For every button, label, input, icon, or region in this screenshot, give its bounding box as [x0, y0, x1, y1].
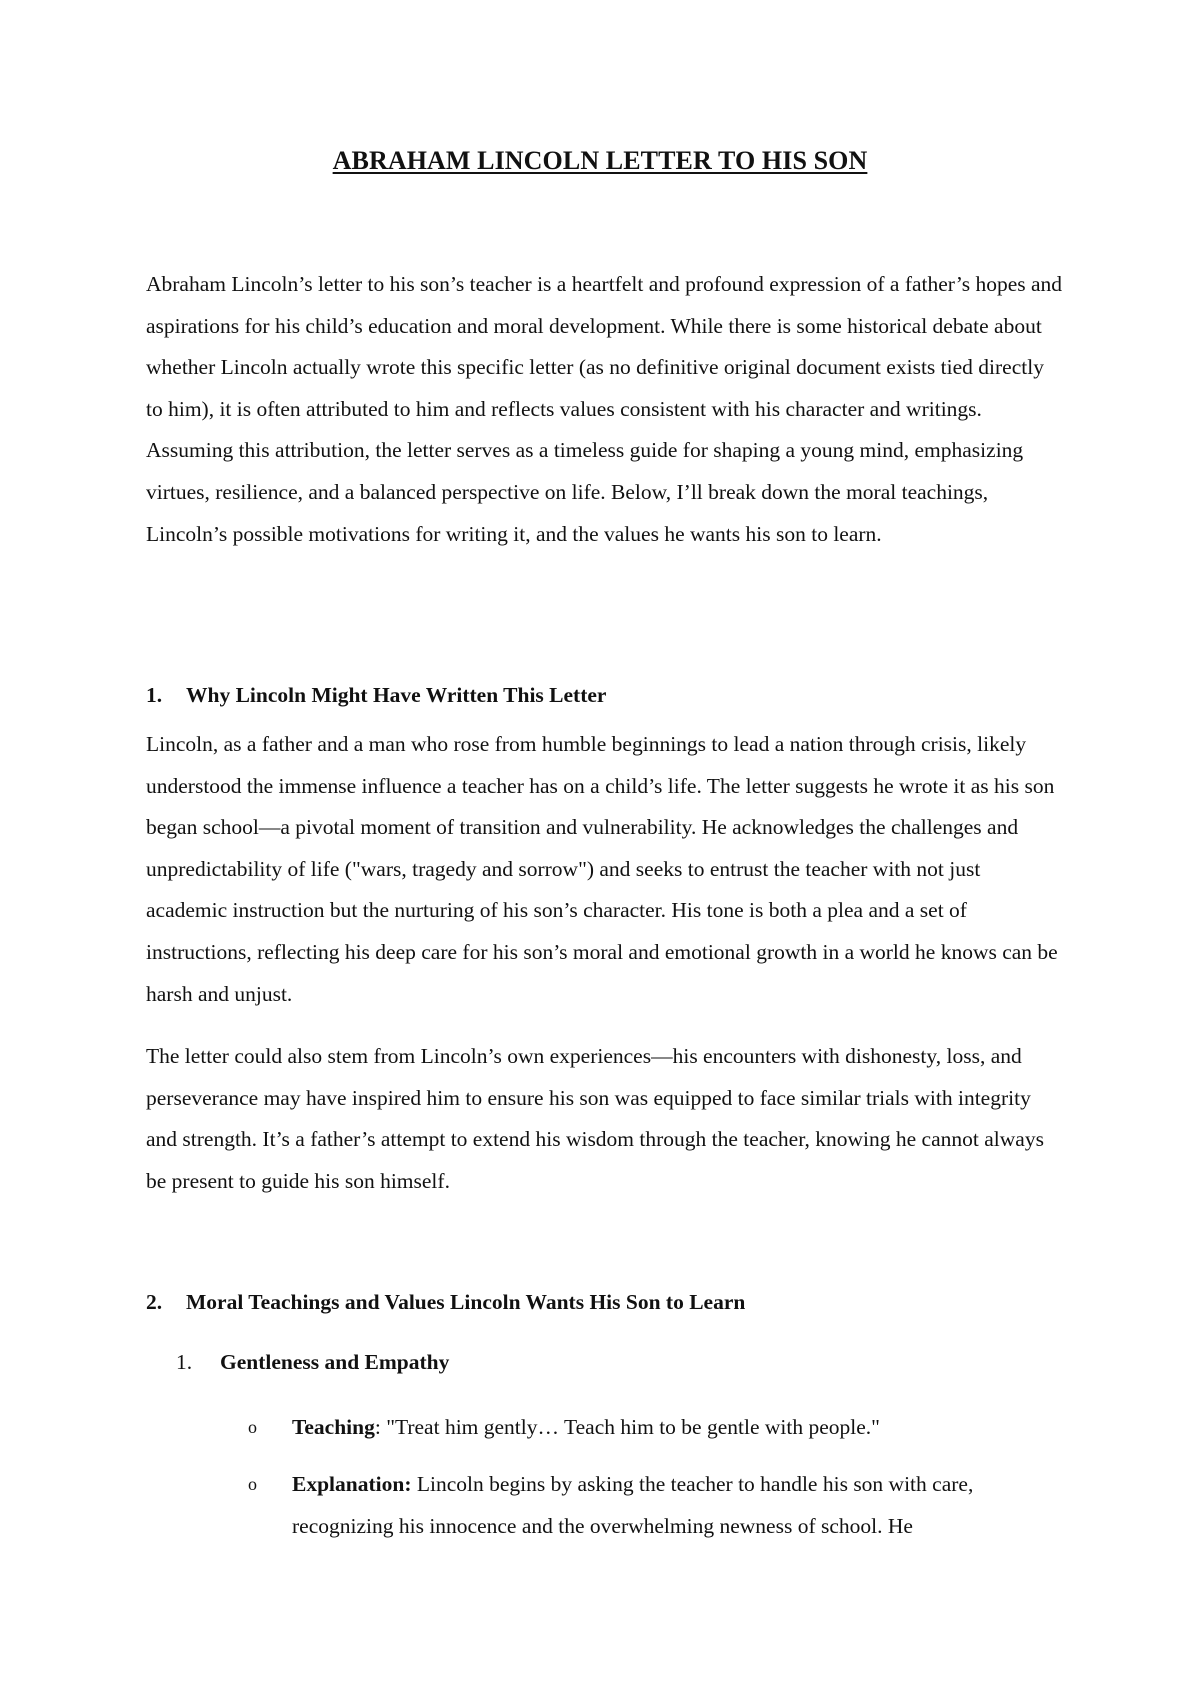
section-1-number: 1. — [146, 683, 163, 707]
explanation-label: Explanation: — [292, 1472, 412, 1496]
intro-paragraph: Abraham Lincoln’s letter to his son’s teacher is a heartfelt and profound expression of a father’s hopes and aspirations for his child’s education and moral development. While there is some historical debate about whether Lincoln actually wrote this specific letter (as no definitive original document exists tied directly to him), it is often attributed to him and reflects values consistent with his character and writings. Assuming this attribution, the letter serves as a timeless guide for shaping a young mind, emphasizing virtues, resilience, and a balanced perspective on life. Below, I’ll break down the moral teachings, Lincoln’s possible motivations for writing it, and the values he wants his son to learn. — [146, 272, 1063, 546]
bullet-marker-icon: o — [248, 1474, 257, 1494]
subsection-gentleness-heading — [176, 1350, 449, 1375]
section-2-heading-text: Moral Teachings and Values Lincoln Wants His Son to Learn — [186, 1290, 746, 1314]
subsection-number: 1. — [176, 1350, 193, 1374]
subsection-heading-text: Gentleness and Empathy — [220, 1350, 450, 1374]
teaching-quote: : "Treat him gently… Teach him to be gentle with people." — [374, 1415, 880, 1439]
section-1-heading — [146, 683, 606, 708]
teaching-bullet-text — [292, 1407, 1072, 1449]
bullet-marker-icon: o — [248, 1417, 257, 1437]
section-2-heading — [146, 1290, 745, 1315]
section-2-number: 2. — [146, 1290, 163, 1314]
teaching-label: Teaching — [292, 1415, 375, 1439]
explanation-text: Lincoln begins by asking the teacher to handle his son with care, recognizing his innocence and the overwhelming newness of school. He — [292, 1472, 974, 1538]
section-1-heading-text: Why Lincoln Might Have Written This Letter — [186, 683, 607, 707]
section-1-paragraph-1: Lincoln, as a father and a man who rose from humble beginnings to lead a nation through crisis, likely understood the immense influence a teacher has on a child’s life. The letter suggests he wrote it as his son began school—a pivotal moment of transition and vulnerability. He acknowledges the challenges and unpredictability of life ("wars, tragedy and sorrow") and seeks to entrust the teacher with not just academic instruction but the nurturing of his son’s character. His tone is both a plea and a set of instructions, reflecting his deep care for his son’s moral and emotional growth in a world he knows can be harsh and unjust. — [146, 732, 1058, 1006]
explanation-bullet-text — [292, 1464, 1072, 1547]
document-title: ABRAHAM LINCOLN LETTER TO HIS SON — [332, 146, 868, 175]
section-1-paragraph-2: The letter could also stem from Lincoln’s own experiences—his encounters with dishonesty, loss, and perseverance may have inspired him to ensure his son was equipped to face similar trials with integrity and strength. It’s a father’s attempt to extend his wisdom through the teacher, knowing he cannot always be present to guide his son himself. — [146, 1044, 1044, 1193]
